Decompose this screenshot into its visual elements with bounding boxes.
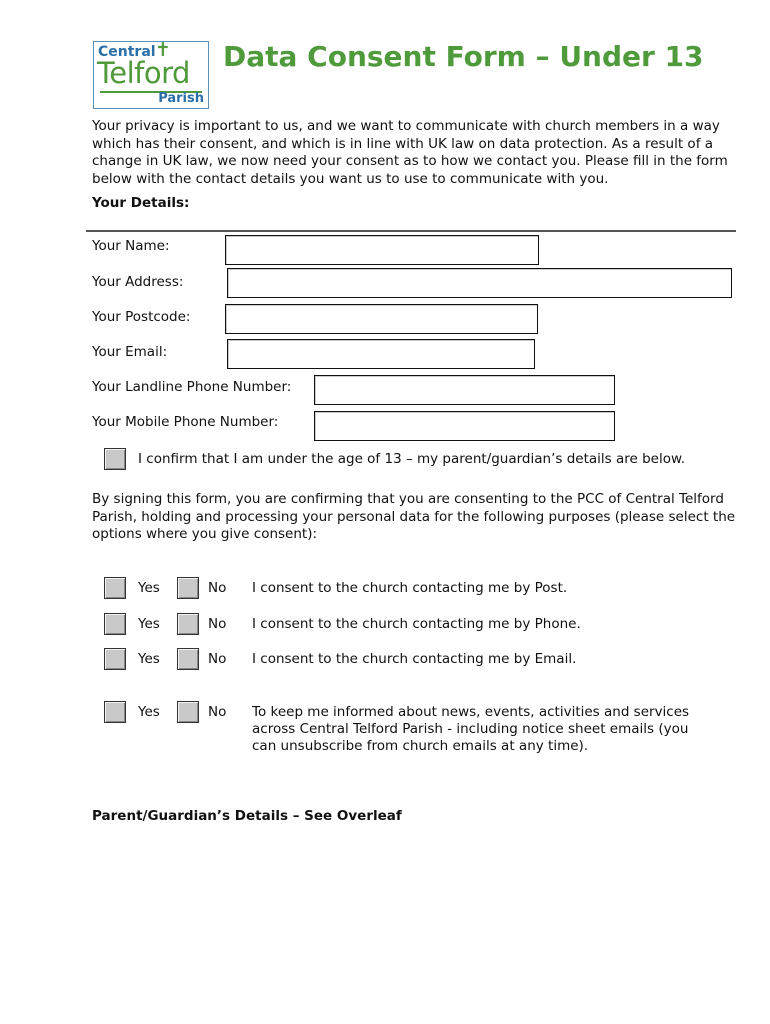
intro-paragraph: Your privacy is important to us, and we want to communicate with church members in a way which has their consent, and which is in line with UK law on data protection. As a result of a change in UK law, we now need your consent as to how we contact you. Please fill in the form below with the contact details you want us to use to communicate with you. <box>92 118 728 187</box>
logo-line-telford: Telford <box>97 56 190 90</box>
news-yes-label: Yes <box>138 704 160 720</box>
phone-no-label: No <box>208 616 227 632</box>
news-yes-checkbox[interactable] <box>104 701 126 723</box>
logo-line-central: Central <box>98 44 156 60</box>
email-label: Your Email: <box>92 344 168 360</box>
name-field[interactable] <box>225 235 539 265</box>
address-label: Your Address: <box>92 274 184 290</box>
logo-line-parish: Parish <box>158 91 204 106</box>
under13-label: I confirm that I am under the age of 13 – my parent/guardian’s details are below. <box>138 451 686 467</box>
mobile-field[interactable] <box>314 411 615 441</box>
post-no-label: No <box>208 580 227 596</box>
post-yes-label: Yes <box>138 580 160 596</box>
postcode-label: Your Postcode: <box>92 309 191 325</box>
phone-no-checkbox[interactable] <box>177 613 199 635</box>
news-no-checkbox[interactable] <box>177 701 199 723</box>
parish-logo <box>93 41 209 109</box>
post-no-checkbox[interactable] <box>177 577 199 599</box>
consent-row-phone <box>0 613 770 637</box>
email-no-checkbox[interactable] <box>177 648 199 670</box>
email-yes-checkbox[interactable] <box>104 648 126 670</box>
consent-row-email <box>0 648 770 672</box>
phone-consent-text: I consent to the church contacting me by Phone. <box>252 616 581 632</box>
consent-intro: By signing this form, you are confirming that you are consenting to the PCC of Central Telford Parish, holding and processing your personal data for the following purposes (please select the options where you give consent): <box>92 491 736 542</box>
landline-field[interactable] <box>314 375 615 405</box>
address-field[interactable] <box>227 268 732 298</box>
details-heading: Your Details: <box>92 195 190 211</box>
cross-icon: ✝ <box>155 39 171 61</box>
news-consent-text: To keep me informed about news, events, activities and services across Central Telford Parish - including notice sheet emails (you can unsubscribe from church emails at any time). <box>252 704 690 754</box>
post-consent-text: I consent to the church contacting me by Post. <box>252 580 568 596</box>
postcode-field[interactable] <box>225 304 538 334</box>
email-consent-text: I consent to the church contacting me by Email. <box>252 651 577 667</box>
phone-yes-checkbox[interactable] <box>104 613 126 635</box>
post-yes-checkbox[interactable] <box>104 577 126 599</box>
page-title: Data Consent Form – Under 13 <box>223 40 704 73</box>
mobile-label: Your Mobile Phone Number: <box>92 414 279 430</box>
email-field[interactable] <box>227 339 535 369</box>
news-no-label: No <box>208 704 227 720</box>
consent-row-post <box>0 577 770 601</box>
footer-note: Parent/Guardian’s Details – See Overleaf <box>92 808 402 824</box>
consent-row-news <box>0 701 770 761</box>
email-yes-label: Yes <box>138 651 160 667</box>
landline-label: Your Landline Phone Number: <box>92 379 292 395</box>
under13-checkbox[interactable] <box>104 448 126 470</box>
divider <box>86 230 736 232</box>
name-label: Your Name: <box>92 238 170 254</box>
phone-yes-label: Yes <box>138 616 160 632</box>
email-no-label: No <box>208 651 227 667</box>
